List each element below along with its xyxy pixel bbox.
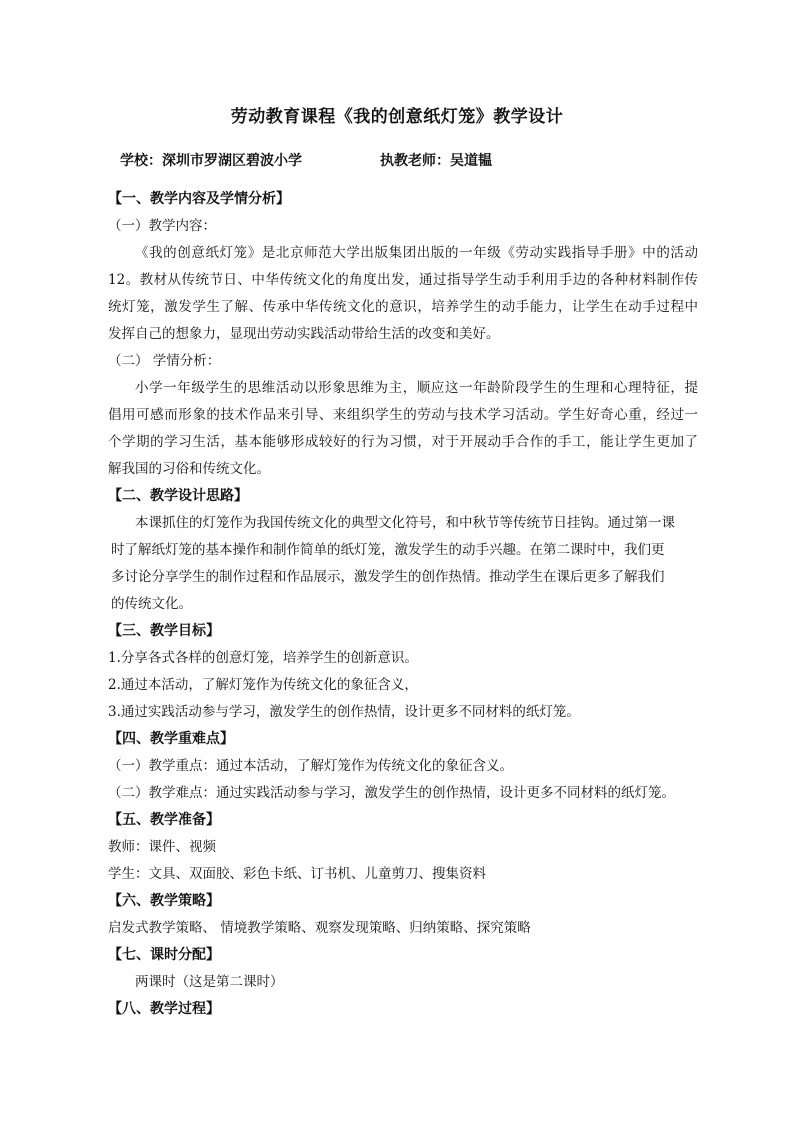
- preparation-teacher: 教师：课件、视频: [108, 839, 216, 855]
- strategy-text: 启发式教学策略、 情境教学策略、观察发现策略、归纳策略、探究策略: [108, 920, 531, 936]
- paragraph-line: 时了解纸灯笼的基本操作和制作简单的纸灯笼，激发学生的动手兴趣。在第二课时中，我们更: [111, 542, 665, 558]
- paragraph-line: 12。教材从传统节日、中华传统文化的角度出发，通过指导学生动手利用手边的各种材料制作传: [108, 272, 698, 288]
- objective-item: 2.通过本活动，了解灯笼作为传统文化的象征含义，: [108, 677, 418, 693]
- subheading-content: （一）教学内容：: [108, 218, 216, 234]
- paragraph-line: 倡用可感而形象的技术作品来引导、来组织学生的劳动与技术学习活动。学生好奇心重，经过一: [108, 407, 698, 423]
- paragraph-line: 本课抓住的灯笼作为我国传统文化的典型文化符号，和中秋节等传统节日挂钩。通过第一课: [135, 515, 675, 531]
- section-heading-4: 【四、教学重难点】: [108, 731, 234, 747]
- section-heading-1: 【一、教学内容及学情分析】: [108, 191, 290, 207]
- meta-line: [120, 150, 492, 170]
- section-heading-5: 【五、教学准备】: [108, 812, 220, 828]
- paragraph-line: 多讨论分享学生的制作过程和作品展示，激发学生的创作热情。推动学生在课后更多了解我们: [111, 569, 665, 585]
- document-body: [108, 186, 698, 1023]
- section-heading-7: 【七、课时分配】: [108, 947, 220, 963]
- preparation-student: 学生：文具、双面胶、彩色卡纸、订书机、儿童剪刀、搜集资料: [108, 866, 486, 882]
- section-heading-2: 【二、教学设计思路】: [108, 488, 248, 504]
- paragraph-line: 《我的创意纸灯笼》是北京师范大学出版集团出版的一年级《劳动实践指导手册》中的活动: [135, 245, 698, 261]
- objective-item: 3.通过实践活动参与学习，激发学生的创作热情，设计更多不同材料的纸灯笼。: [108, 704, 580, 720]
- difficulty-item: （二）教学难点：通过实践活动参与学习，激发学生的创作热情，设计更多不同材料的纸灯笼。: [108, 785, 675, 801]
- paragraph-line: 个学期的学习生活，基本能够形成较好的行为习惯，对于开展动手合作的手工，能让学生更加了: [108, 434, 698, 450]
- paragraph-line: 解我国的习俗和传统文化。: [108, 461, 270, 477]
- school-label: 学校：深圳市罗湖区碧波小学: [120, 153, 302, 169]
- paragraph-line: 发挥自己的想象力，显现出劳动实践活动带给生活的改变和美好。: [108, 326, 500, 342]
- paragraph-line: 统灯笼，激发学生了解、传承中华传统文化的意识，培养学生的动手能力，让学生在动手过程中: [108, 299, 698, 315]
- document-title: 劳动教育课程《我的创意纸灯笼》教学设计: [230, 107, 564, 127]
- objective-item: 1.分享各式各样的创意灯笼，培养学生的创新意识。: [108, 650, 418, 666]
- section-heading-3: 【三、教学目标】: [108, 623, 220, 639]
- key-point-item: （一）教学重点：通过本活动，了解灯笼作为传统文化的象征含义。: [108, 758, 513, 774]
- section-heading-8: 【八、教学过程】: [108, 1001, 220, 1017]
- paragraph-line: 小学一年级学生的思维活动以形象思维为主，顺应这一年龄阶段学生的生理和心理特征，提: [135, 380, 698, 396]
- section-heading-6: 【六、教学策略】: [108, 893, 220, 909]
- subheading-analysis: （二） 学情分析：: [108, 353, 221, 369]
- schedule-text: 两课时（这是第二课时）: [135, 974, 284, 990]
- paragraph-line: 的传统文化。: [111, 596, 192, 612]
- teacher-label: 执教老师：吴道韫: [380, 153, 492, 169]
